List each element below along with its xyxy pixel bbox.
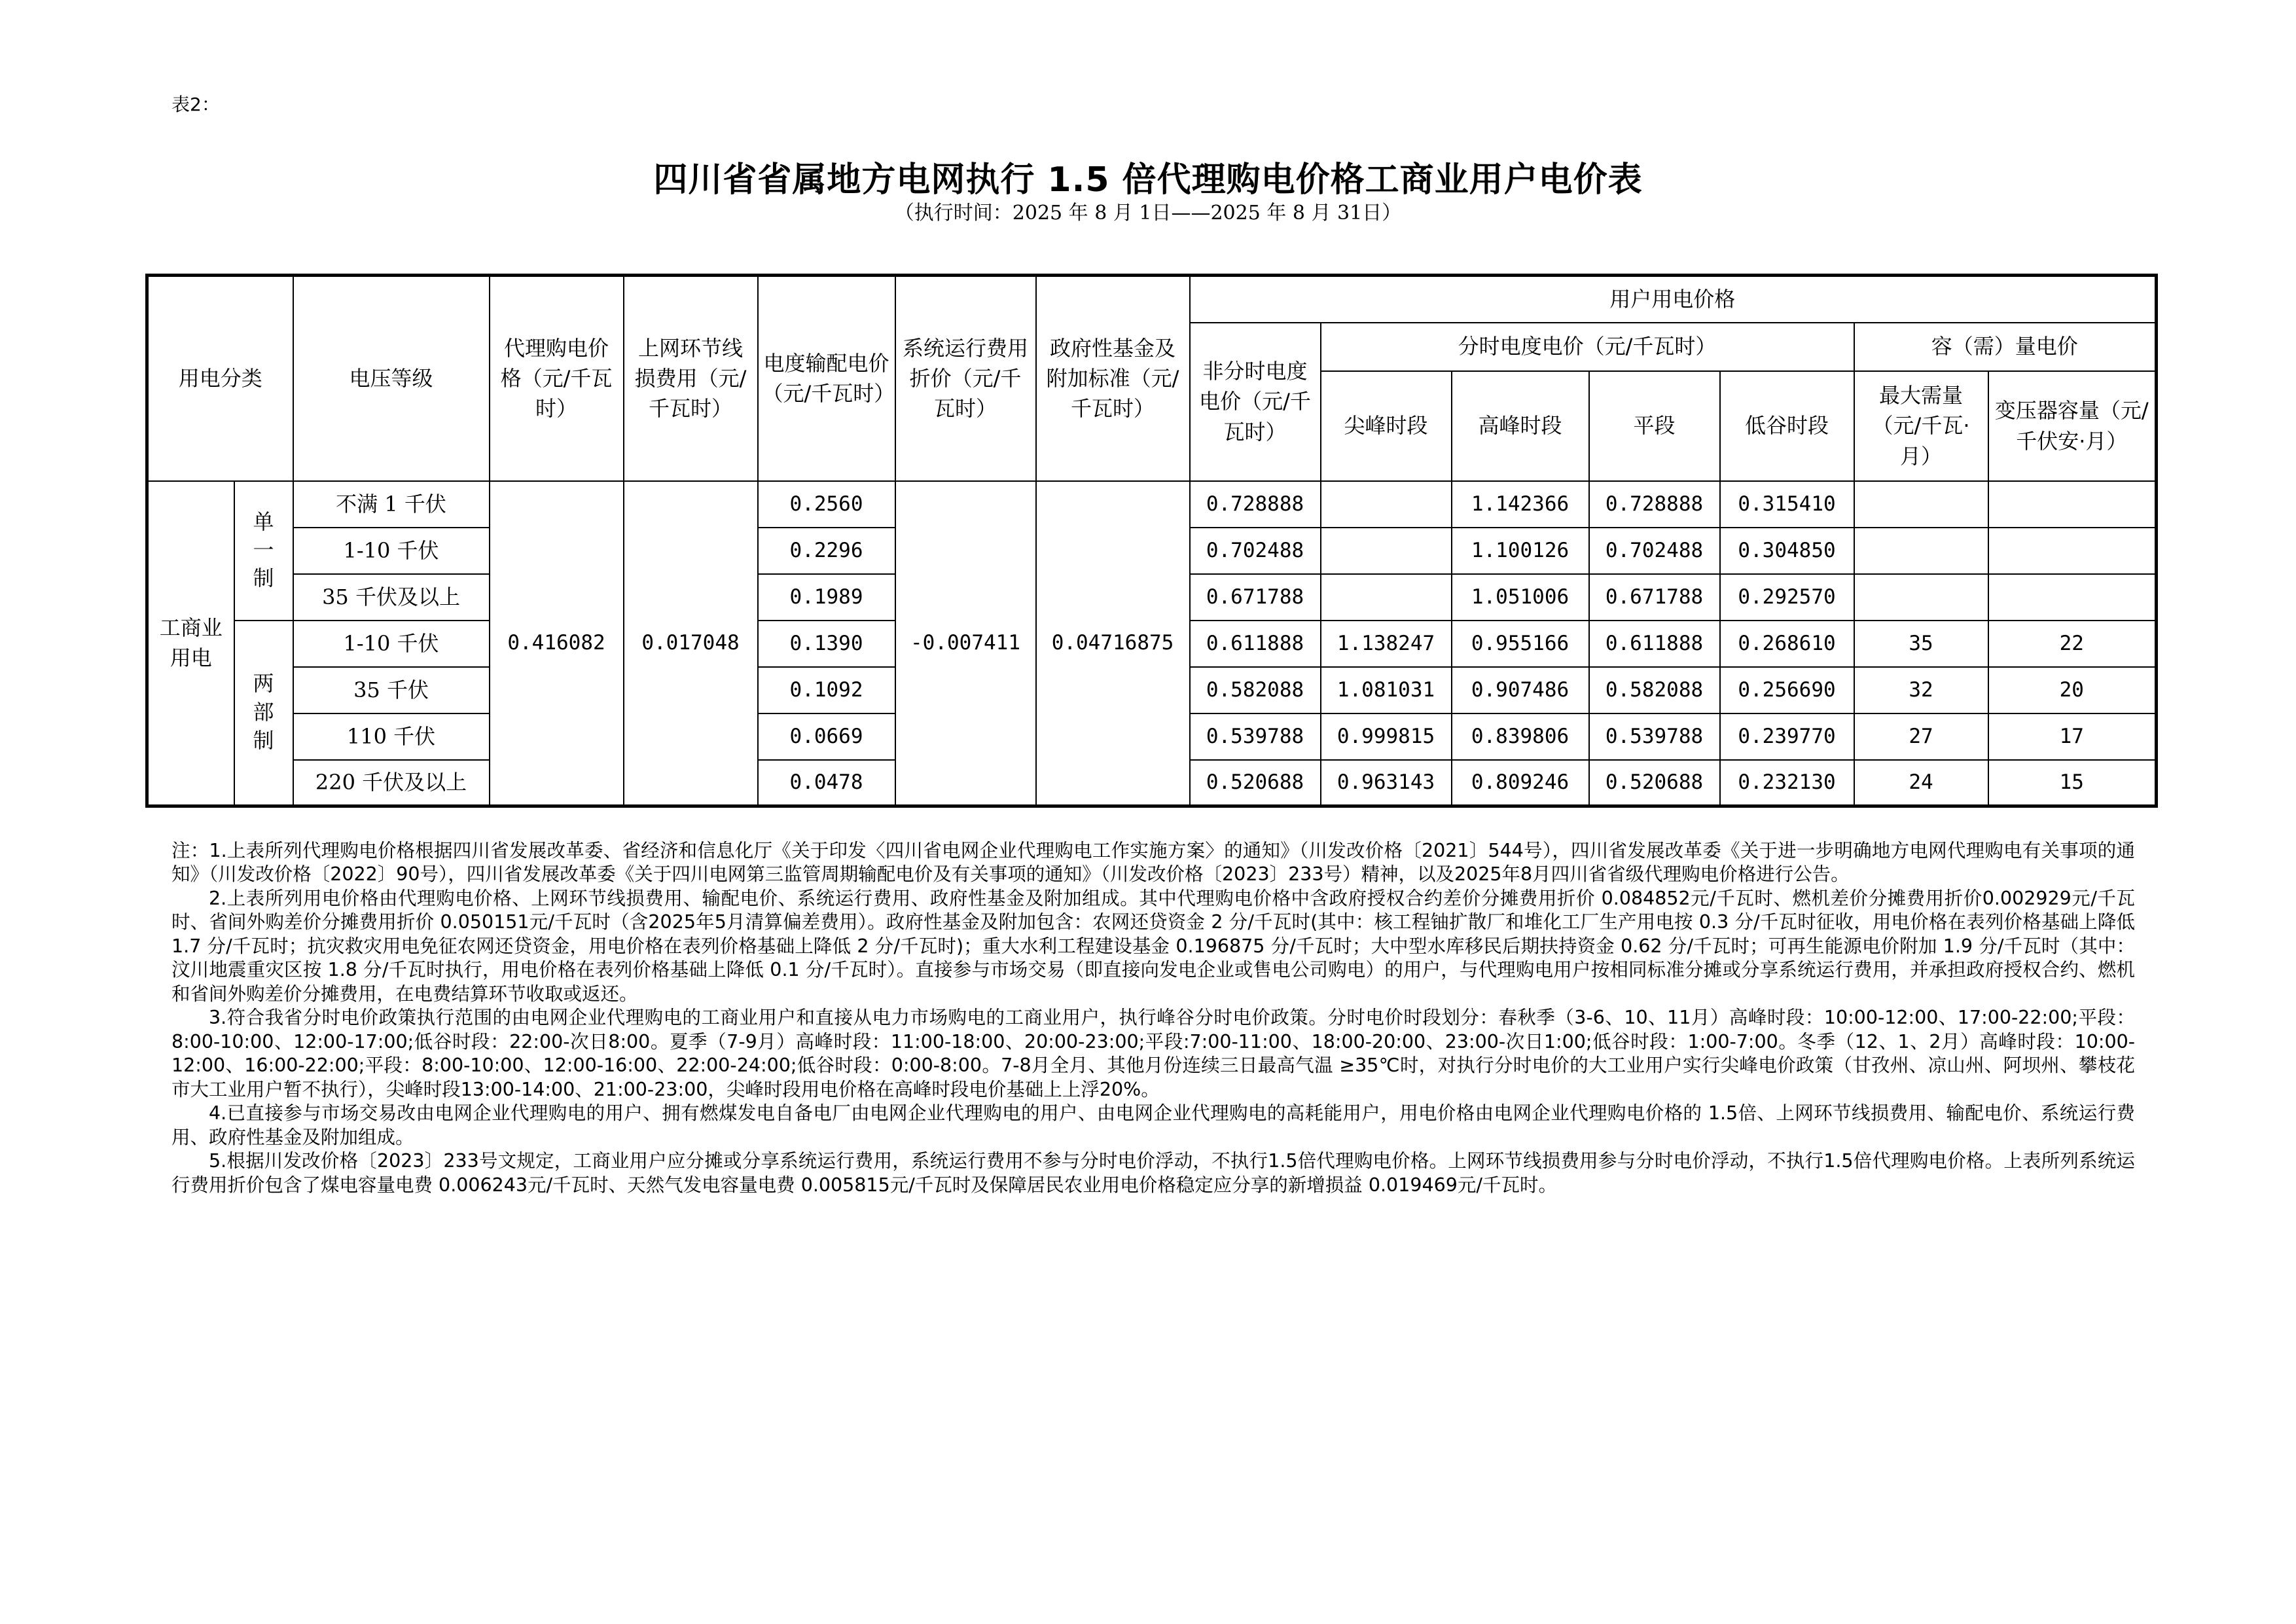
header-peak: 高峰时段 xyxy=(1452,371,1589,481)
sharp-peak-cell: 0.963143 xyxy=(1321,760,1452,806)
max-demand-cell: 27 xyxy=(1854,713,1988,760)
header-valley: 低谷时段 xyxy=(1720,371,1854,481)
non-tou-cell: 0.671788 xyxy=(1190,574,1321,621)
max-demand-cell: 32 xyxy=(1854,667,1988,713)
header-capacity: 容（需）量电价 xyxy=(1854,323,2157,371)
sharp-peak-cell xyxy=(1321,528,1452,574)
voltage-cell: 35 千伏及以上 xyxy=(293,574,490,621)
transmission-cell: 0.2560 xyxy=(758,481,895,528)
flat-cell: 0.520688 xyxy=(1589,760,1720,806)
flat-cell: 0.671788 xyxy=(1589,574,1720,621)
non-tou-cell: 0.539788 xyxy=(1190,713,1321,760)
header-transformer: 变压器容量（元/千伏安·月） xyxy=(1988,371,2157,481)
header-agency-price: 代理购电价格（元/千瓦时） xyxy=(490,276,624,481)
note-paragraph: 3.符合我省分时电价政策执行范围的由电网企业代理购电的工商业用户和直接从电力市场购电的工商业用户，执行峰谷分时电价政策。分时电价时段划分：春秋季（3-6、10、11月）高峰时段：10:00-12:00、17:00-22:00;平段：8:00-10:00、12:00-17:00;低谷时段：22:00-次日8:00。夏季（7-9月）高峰时段：11:00-18:00、20:00-23:00;平段:7:00-11:00、18:00-20:00、23:00-次日1:00;低谷时段：1:00-7:00。冬季（12、1、2月）高峰时段：10:00-12:00、16:00-22:00;平段：8:00-10:00、12:00-16:00、22:00-24:00;低谷时段：0:00-8:00。7-8月全月、其他月份连续三日最高气温 ≥35℃时，对执行分时电价的大工业用户实行尖峰电价政策（甘孜州、凉山州、阿坝州、攀枝花市大工业用户暂不执行），尖峰时段13:00-14:00、21:00-23:00，尖峰时段用电价格在高峰时段电价基础上上浮20%。 xyxy=(171,1007,2135,1100)
peak-cell: 0.907486 xyxy=(1452,667,1589,713)
valley-cell: 0.256690 xyxy=(1720,667,1854,713)
voltage-cell: 110 千伏 xyxy=(293,713,490,760)
max-demand-cell: 35 xyxy=(1854,621,1988,667)
gov-fund-cell: 0.04716875 xyxy=(1036,481,1190,806)
sharp-peak-cell: 1.138247 xyxy=(1321,621,1452,667)
header-voltage: 电压等级 xyxy=(293,276,490,481)
header-line-loss: 上网环节线损费用（元/千瓦时） xyxy=(624,276,758,481)
header-user-price: 用户用电价格 xyxy=(1190,276,2157,323)
valley-cell: 0.232130 xyxy=(1720,760,1854,806)
header-category: 用电分类 xyxy=(147,276,293,481)
line-loss-cell: 0.017048 xyxy=(624,481,758,806)
transmission-cell: 0.1092 xyxy=(758,667,895,713)
note-paragraph: 注：1.上表所列代理购电价格根据四川省发展改革委、省经济和信息化厅《关于印发〈四川省电网企业代理购电工作实施方案〉的通知》（川发改价格〔2021〕544号），四川省发展改革委《关于进一步明确地方电网代理购电有关事项的通知》（川发改价格〔2022〕90号），四川省发展改革委《关于四川电网第三监管周期输配电价及有关事项的通知》（川发改价格〔2023〕233号）精神，以及2025年8月四川省省级代理购电价格进行公告。 xyxy=(171,840,2135,886)
peak-cell: 1.100126 xyxy=(1452,528,1589,574)
notes-section xyxy=(171,839,2135,1197)
header-system-cost: 系统运行费用折价（元/千瓦时） xyxy=(895,276,1036,481)
voltage-cell: 220 千伏及以上 xyxy=(293,760,490,806)
page-subtitle: （执行时间：2025 年 8 月 1日——2025 年 8 月 31日） xyxy=(894,202,1402,225)
voltage-cell: 1-10 千伏 xyxy=(293,528,490,574)
sharp-peak-cell xyxy=(1321,481,1452,528)
valley-cell: 0.304850 xyxy=(1720,528,1854,574)
max-demand-cell: 24 xyxy=(1854,760,1988,806)
peak-cell: 0.839806 xyxy=(1452,713,1589,760)
voltage-cell: 不满 1 千伏 xyxy=(293,481,490,528)
sharp-peak-cell: 0.999815 xyxy=(1321,713,1452,760)
note-paragraph: 2.上表所列用电价格由代理购电价格、上网环节线损费用、输配电价、系统运行费用、政府性基金及附加组成。其中代理购电价格中含政府授权合约差价分摊费用折价 0.084852元/千瓦时、燃机差价分摊费用折价0.002929元/千瓦时、省间外购差价分摊费用折价 0.050151元/千瓦时（含2025年5月清算偏差费用）。政府性基金及附加包含：农网还贷资金 2 分/千瓦时(其中：核工程铀扩散厂和堆化工厂生产用电按 0.3 分/千瓦时征收，用电价格在表列价格基础上降低 1.7 分/千瓦时；抗灾救灾用电免征农网还贷资金，用电价格在表列价格基础上降低 2 分/千瓦时)；重大水利工程建设基金 0.196875 分/千瓦时；大中型水库移民后期扶持资金 0.62 分/千瓦时；可再生能源电价附加 1.9 分/千瓦时（其中：汶川地震重灾区按 1.8 分/千瓦时执行，用电价格在表列价格基础上降低 0.1 分/千瓦时）。直接参与市场交易（即直接向发电企业或售电公司购电）的用户，与代理购电用户按相同标准分摊或分享系统运行费用，并承担政府授权合约、燃机和省间外购差价分摊费用，在电费结算环节收取或返还。 xyxy=(171,887,2135,1005)
sharp-peak-cell xyxy=(1321,574,1452,621)
valley-cell: 0.239770 xyxy=(1720,713,1854,760)
non-tou-cell: 0.582088 xyxy=(1190,667,1321,713)
transformer-cell: 15 xyxy=(1988,760,2157,806)
non-tou-cell: 0.520688 xyxy=(1190,760,1321,806)
voltage-cell: 35 千伏 xyxy=(293,667,490,713)
transformer-cell: 20 xyxy=(1988,667,2157,713)
transformer-cell: 17 xyxy=(1988,713,2157,760)
non-tou-cell: 0.728888 xyxy=(1190,481,1321,528)
note-paragraph: 5.根据川发改价格〔2023〕233号文规定，工商业用户应分摊或分享系统运行费用，系统运行费用不参与分时电价浮动，不执行1.5倍代理购电价格。上网环节线损费用参与分时电价浮动，不执行1.5倍代理购电价格。上表所列系统运行费用折价包含了煤电容量电费 0.006243元/千瓦时、天然气发电容量电费 0.005815元/千瓦时及保障居民农业用电价格稳定应分享的新增损益 0.019469元/千瓦时。 xyxy=(171,1150,2135,1196)
price-table xyxy=(145,274,2158,808)
two-part-cell: 两部制 xyxy=(234,621,293,806)
max-demand-cell xyxy=(1854,528,1988,574)
transmission-cell: 0.1989 xyxy=(758,574,895,621)
valley-cell: 0.315410 xyxy=(1720,481,1854,528)
non-tou-cell: 0.702488 xyxy=(1190,528,1321,574)
flat-cell: 0.702488 xyxy=(1589,528,1720,574)
peak-cell: 0.955166 xyxy=(1452,621,1589,667)
max-demand-cell xyxy=(1854,481,1988,528)
transformer-cell xyxy=(1988,528,2157,574)
single-part-cell: 单一制 xyxy=(234,481,293,621)
flat-cell: 0.611888 xyxy=(1589,621,1720,667)
system-cost-cell: -0.007411 xyxy=(895,481,1036,806)
flat-cell: 0.539788 xyxy=(1589,713,1720,760)
table-label: 表2： xyxy=(171,94,220,115)
transformer-cell xyxy=(1988,574,2157,621)
transmission-cell: 0.2296 xyxy=(758,528,895,574)
flat-cell: 0.728888 xyxy=(1589,481,1720,528)
transmission-cell: 0.1390 xyxy=(758,621,895,667)
agency-price-cell: 0.416082 xyxy=(490,481,624,806)
header-tou: 分时电度电价（元/千瓦时） xyxy=(1321,323,1854,371)
peak-cell: 1.142366 xyxy=(1452,481,1589,528)
peak-cell: 1.051006 xyxy=(1452,574,1589,621)
sharp-peak-cell: 1.081031 xyxy=(1321,667,1452,713)
header-gov-fund: 政府性基金及附加标准（元/千瓦时） xyxy=(1036,276,1190,481)
note-paragraph: 4.已直接参与市场交易改由电网企业代理购电的用户、拥有燃煤发电自备电厂由电网企业代理购电的用户、由电网企业代理购电的高耗能用户，用电价格由电网企业代理购电价格的 1.5倍、上网环节线损费用、输配电价、系统运行费用、政府性基金及附加组成。 xyxy=(171,1102,2135,1148)
valley-cell: 0.268610 xyxy=(1720,621,1854,667)
transformer-cell xyxy=(1988,481,2157,528)
header-sharp-peak: 尖峰时段 xyxy=(1321,371,1452,481)
table-row xyxy=(147,481,2157,528)
peak-cell: 0.809246 xyxy=(1452,760,1589,806)
transmission-cell: 0.0478 xyxy=(758,760,895,806)
transformer-cell: 22 xyxy=(1988,621,2157,667)
header-non-tou: 非分时电度电价（元/千瓦时） xyxy=(1190,323,1321,481)
header-max-demand: 最大需量（元/千瓦·月） xyxy=(1854,371,1988,481)
non-tou-cell: 0.611888 xyxy=(1190,621,1321,667)
max-demand-cell xyxy=(1854,574,1988,621)
header-transmission: 电度输配电价（元/千瓦时） xyxy=(758,276,895,481)
voltage-cell: 1-10 千伏 xyxy=(293,621,490,667)
flat-cell: 0.582088 xyxy=(1589,667,1720,713)
category-cell: 工商业用电 xyxy=(147,481,234,806)
valley-cell: 0.292570 xyxy=(1720,574,1854,621)
page-title: 四川省省属地方电网执行 1.5 倍代理购电价格工商业用户电价表 xyxy=(653,160,1643,200)
header-flat: 平段 xyxy=(1589,371,1720,481)
transmission-cell: 0.0669 xyxy=(758,713,895,760)
